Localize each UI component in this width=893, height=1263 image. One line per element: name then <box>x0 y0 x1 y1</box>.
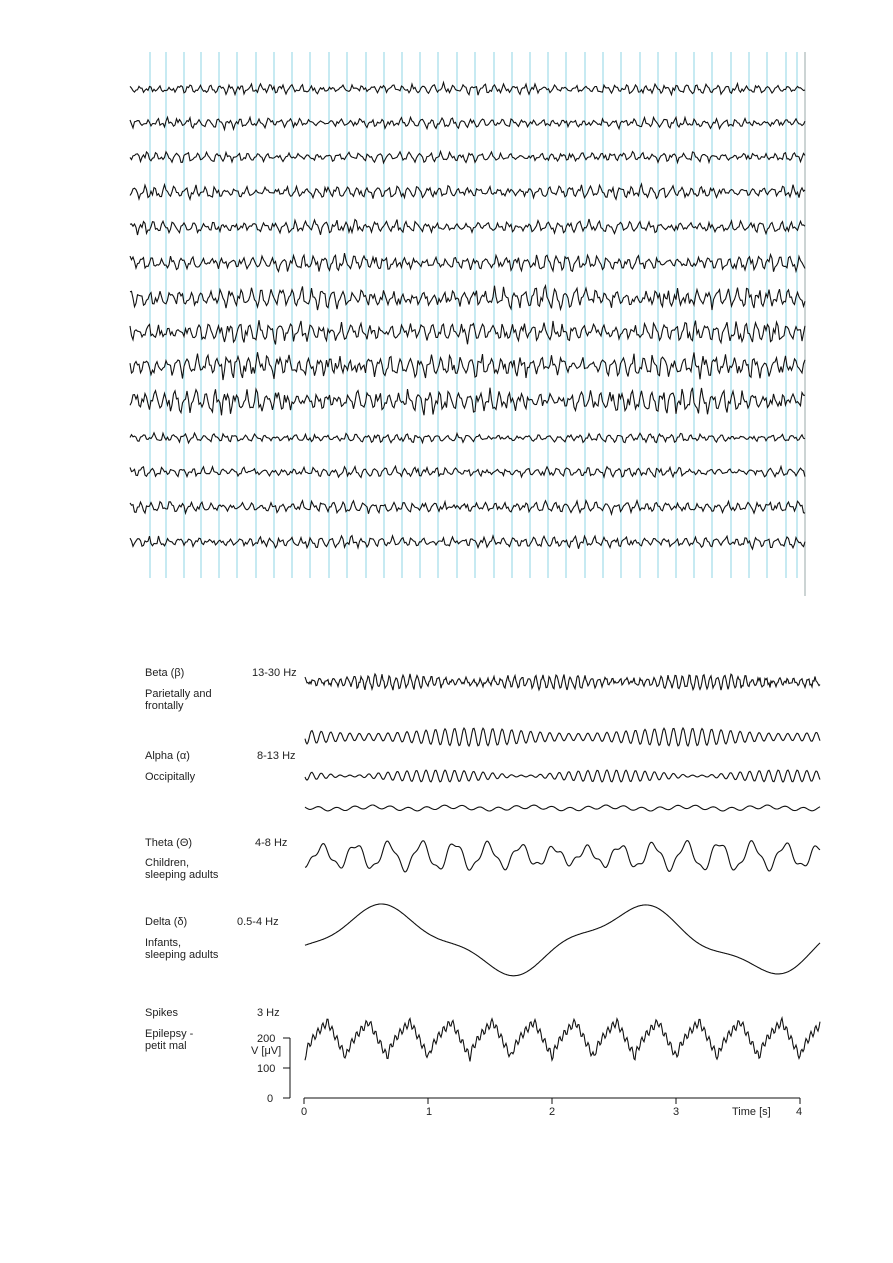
band-delta-desc-line1: Infants, <box>145 937 182 949</box>
spikes-wave <box>305 1018 820 1061</box>
alpha-wave-3 <box>305 805 820 811</box>
band-spikes-desc-line2: petit mal <box>145 1040 187 1052</box>
band-delta-desc-line2: sleeping adults <box>145 949 219 961</box>
band-beta-desc-line2: frontally <box>145 700 184 712</box>
x-axis-label: Time [s] <box>732 1106 771 1118</box>
band-spikes-freq: 3 Hz <box>257 1007 280 1019</box>
band-delta <box>145 916 279 961</box>
x-tick-label-3: 3 <box>673 1106 680 1118</box>
alpha-wave-2 <box>305 770 820 782</box>
band-alpha-freq: 8-13 Hz <box>257 750 296 762</box>
y-tick-label-0: 0 <box>267 1093 274 1105</box>
band-theta-desc-line2: sleeping adults <box>145 869 219 881</box>
y-tick-label-100: 100 <box>257 1063 276 1075</box>
x-tick-label-0: 0 <box>301 1106 308 1118</box>
band-beta <box>145 667 297 712</box>
delta-wave <box>305 904 820 976</box>
beta-wave <box>305 674 820 690</box>
band-theta-freq: 4-8 Hz <box>255 837 288 849</box>
band-alpha-desc-line1: Occipitally <box>145 771 196 783</box>
y-axis <box>251 1033 290 1105</box>
band-waveforms <box>305 674 820 1062</box>
x-tick-label-4: 4 <box>796 1106 803 1118</box>
band-alpha-name: Alpha (α) <box>145 750 190 762</box>
y-axis-label: V [μV] <box>251 1045 282 1057</box>
band-delta-name: Delta (δ) <box>145 916 188 928</box>
band-spikes-desc-line1: Epilepsy - <box>145 1028 194 1040</box>
x-tick-label-2: 2 <box>549 1106 556 1118</box>
alpha-wave-1 <box>305 728 820 746</box>
x-tick-label-1: 1 <box>426 1106 433 1118</box>
band-beta-name: Beta (β) <box>145 667 185 679</box>
band-theta-name: Theta (Θ) <box>145 837 193 849</box>
band-beta-desc-line1: Parietally and <box>145 688 212 700</box>
band-theta <box>145 837 287 881</box>
band-beta-freq: 13-30 Hz <box>252 667 297 679</box>
theta-wave <box>305 841 820 872</box>
y-tick-label-200: 200 <box>257 1033 276 1045</box>
x-axis <box>301 1098 802 1118</box>
band-theta-desc-line1: Children, <box>145 857 190 869</box>
band-alpha <box>145 750 296 783</box>
band-delta-freq: 0.5-4 Hz <box>237 916 279 928</box>
band-spikes-name: Spikes <box>145 1007 179 1019</box>
